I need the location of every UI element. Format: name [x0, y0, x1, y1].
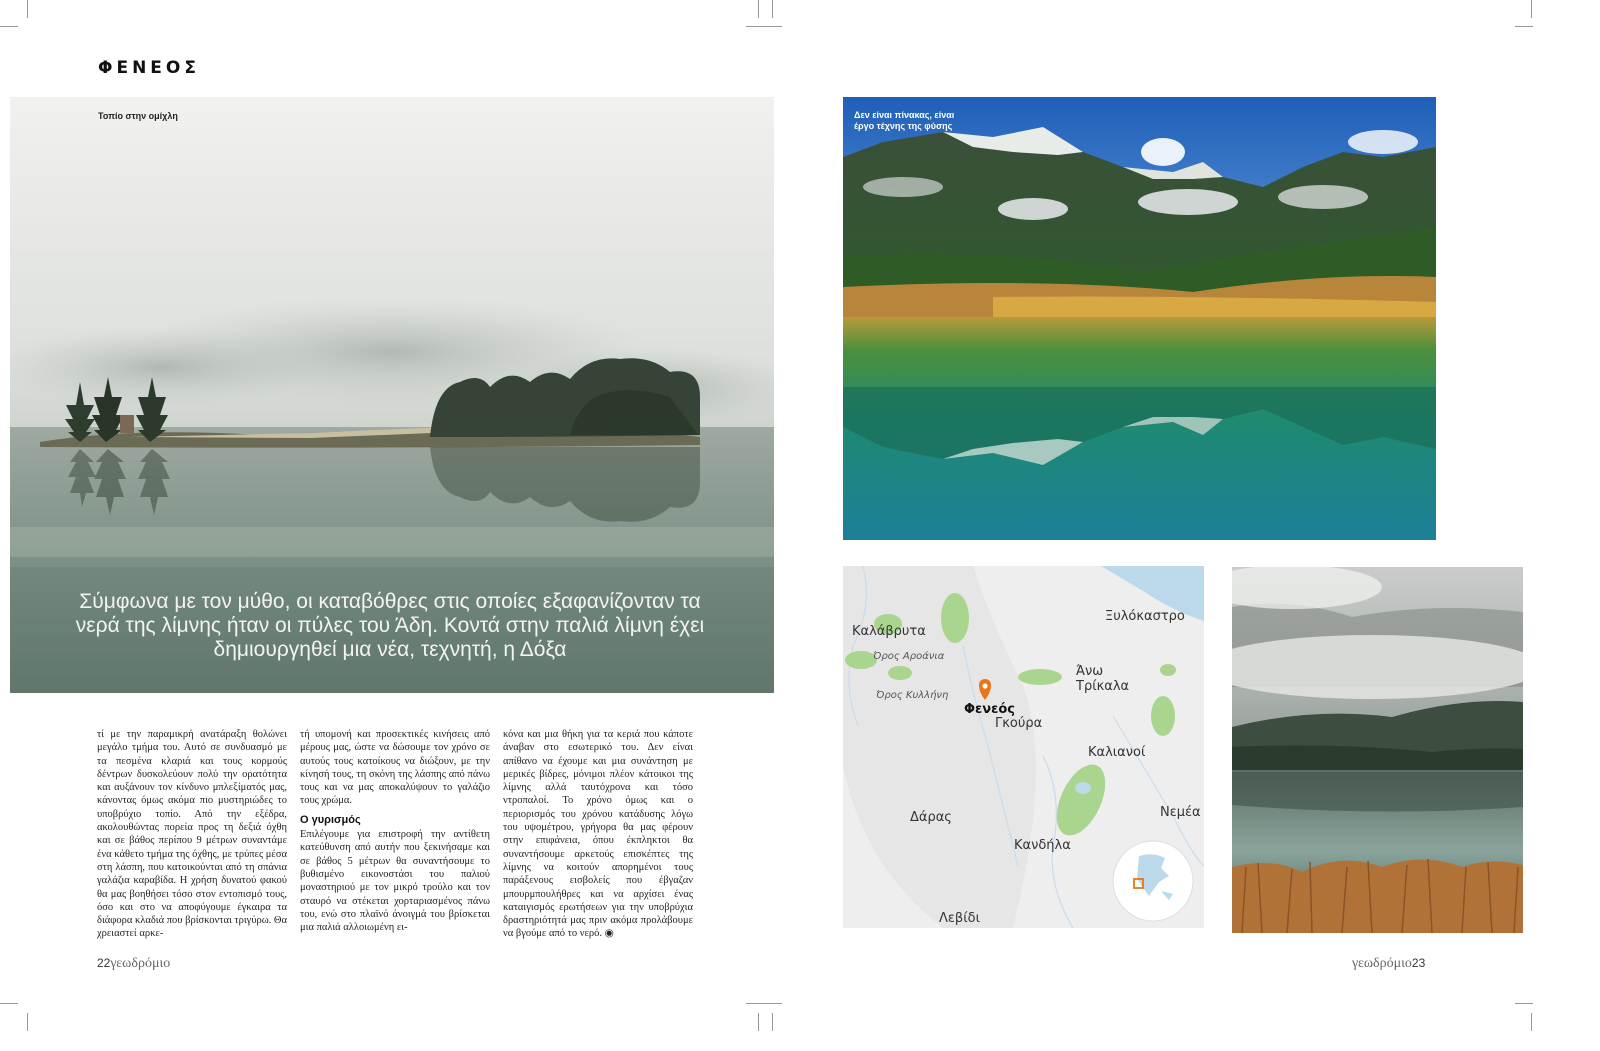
article-column-3 — [503, 728, 693, 941]
crop-mark — [772, 1013, 773, 1031]
crop-mark — [1515, 26, 1533, 27]
map-label: Γκούρα — [995, 716, 1043, 731]
misty-lake-photo — [1232, 567, 1523, 933]
article-text: τί με την παραμικρή ανατάραξη θολώνει μεγάλο τμήμα του. Αυτό σε συνδυασμό με τα πεσμένα κλαριά και τους κορμούς δέντρων δυσκολεύουν πολύ την ορατότητα και αυξάνουν τον κίνδυνο μπλεξίματός μας, κάνοντας όμως ακόμα πιο μυστηριώδες το υποβρύχιο τοπίο. Από την εξέδρα, ακολουθώντας πορεία προς τη δεξιά όχθη και σε βάθος περίπου 9 μέτρων συναντάμε ένα κάθετο τμήμα της όχθης, με τρύπες μέσα στη λάσπη, που κατοικούνται από τη σπάνια γαλάζια καραβίδα. Η χρήση δυνατού φακού θα μας βοηθήσει τόσο στον εντοπισμό τους, όσο και στο να αποφύγουμε έγκαιρα τα διάφορα κλαδιά που βρίσκονται τριγύρω. Θα χρειαστεί αρκε- — [97, 729, 288, 940]
crop-mark — [758, 0, 759, 18]
end-mark-icon: ◉ — [604, 928, 614, 940]
map-label: Όρος Αροάνια — [873, 651, 945, 662]
folio-right — [1352, 956, 1425, 972]
crop-mark — [27, 0, 28, 18]
crop-mark — [746, 26, 782, 27]
photo-caption: Τοπίο στην ομίχλη — [98, 111, 178, 121]
map-label: Κανδήλα — [1014, 838, 1071, 853]
article-text: τή υπομονή και προσεκτικές κινήσεις από μέρους μας, ώστε να δώσουμε τον χρόνο σε αυτούς τους κατοίκους να διώξουν, με την κίνησή τους, τη σκόνη της λάσπης από πάνω τους και να μας αποκαλύψουν το γαλάζιο τους χρώμα. — [300, 729, 490, 807]
misty-lake-illustration — [1232, 567, 1523, 933]
page-number: 22 — [97, 956, 111, 970]
map-label: Όρος Κυλλήνη — [876, 690, 949, 701]
map-label: Άνω Τρίκαλα — [1076, 664, 1130, 694]
page-number: 23 — [1411, 956, 1426, 970]
photo-caption: Δεν είναι πίνακας, είναι έργο τέχνης της φύσης — [854, 110, 955, 131]
article-text: Επιλέγουμε για επιστροφή την αντίθετη κατεύθυνση από αυτήν που ξεκινήσαμε και σε βάθος 5 μέτρων θα συναντήσουμε το βυθισμένο εικονοστάσι του παλιού μοναστηριού με τον μικρό τρούλο και τον σταυρό να στέκεται χορταριασμένος πάνω του, ενώ στο πλαϊνό άνοιγμά του βρίσκεται μια παλιά αλλοιωμένη ει- — [300, 829, 490, 934]
crop-mark — [0, 1003, 18, 1004]
foggy-lake-photo — [10, 97, 774, 693]
location-map — [843, 566, 1204, 928]
map-label: Νεμέα — [1160, 805, 1201, 820]
mountain-reflection-illustration — [843, 97, 1436, 540]
map-label: Καλάβρυτα — [852, 624, 926, 639]
map-label: Λεβίδι — [939, 911, 980, 926]
map-label-feneos: Φενεός — [964, 702, 1016, 717]
section-title: ΦΕΝΕΟΣ — [98, 58, 200, 78]
pull-quote: Σύμφωνα με τον μύθο, οι καταβόθρες στις οποίες εξαφανίζονταν τα νερά της λίμνης ήταν οι πύλες του Άδη. Κοντά στην παλιά λίμνη έχει δημιουργηθεί μια νέα, τεχνητή, η Δόξα — [75, 590, 705, 661]
mountain-lake-photo — [843, 97, 1436, 540]
article-text: κόνα και μια θήκη για τα κεριά που κάποτε άναβαν στο εσωτερικό του. Δεν είναι απίθανο να έχουμε και μια συνάντηση με μερικές βίδρες, μόνιμοι πλέον κάτοικοι της λίμνης αλλά ταυτόχρονα και τόσο ντροπαλοί. Το χρόνο όμως και ο περιορισμός του χρόνου κατάδυσης λόγω του υψομέτρου, γρήγορα θα μας φέρουν στην επιφάνεια, όπου έκπληκτοι θα συναντήσουμε αρκετούς επισκέπτες της λίμνης να κοιτούν απορημένοι τους παράξενους εισβολείς που έβγαζαν μπουρμπουλήθρες και να αρχίσει ένας καταιγισμός ερωτήσεων για την υποβρύχια δραστηριότητά μας πριν ακόμα προλάβουμε να βγούμε από το νερό. — [503, 729, 693, 940]
subheading: Ο γυρισμός — [300, 813, 361, 826]
map-label: Ξυλόκαστρο — [1105, 609, 1185, 624]
crop-mark — [772, 0, 773, 18]
crop-mark — [0, 26, 18, 27]
map-label: Δάρας — [910, 810, 952, 825]
article-column-2 — [300, 728, 490, 934]
folio-left — [97, 956, 170, 972]
crop-mark — [1531, 0, 1532, 18]
crop-mark — [1531, 1013, 1532, 1031]
article-column-1 — [97, 728, 287, 941]
crop-mark — [758, 1013, 759, 1031]
magazine-name: γεωδρόμιο — [1352, 956, 1412, 971]
crop-mark — [746, 1003, 782, 1004]
magazine-name: γεωδρόμιο — [110, 956, 171, 971]
map-label: Καλιανοί — [1088, 745, 1146, 760]
crop-mark — [27, 1013, 28, 1031]
crop-mark — [1515, 1003, 1533, 1004]
